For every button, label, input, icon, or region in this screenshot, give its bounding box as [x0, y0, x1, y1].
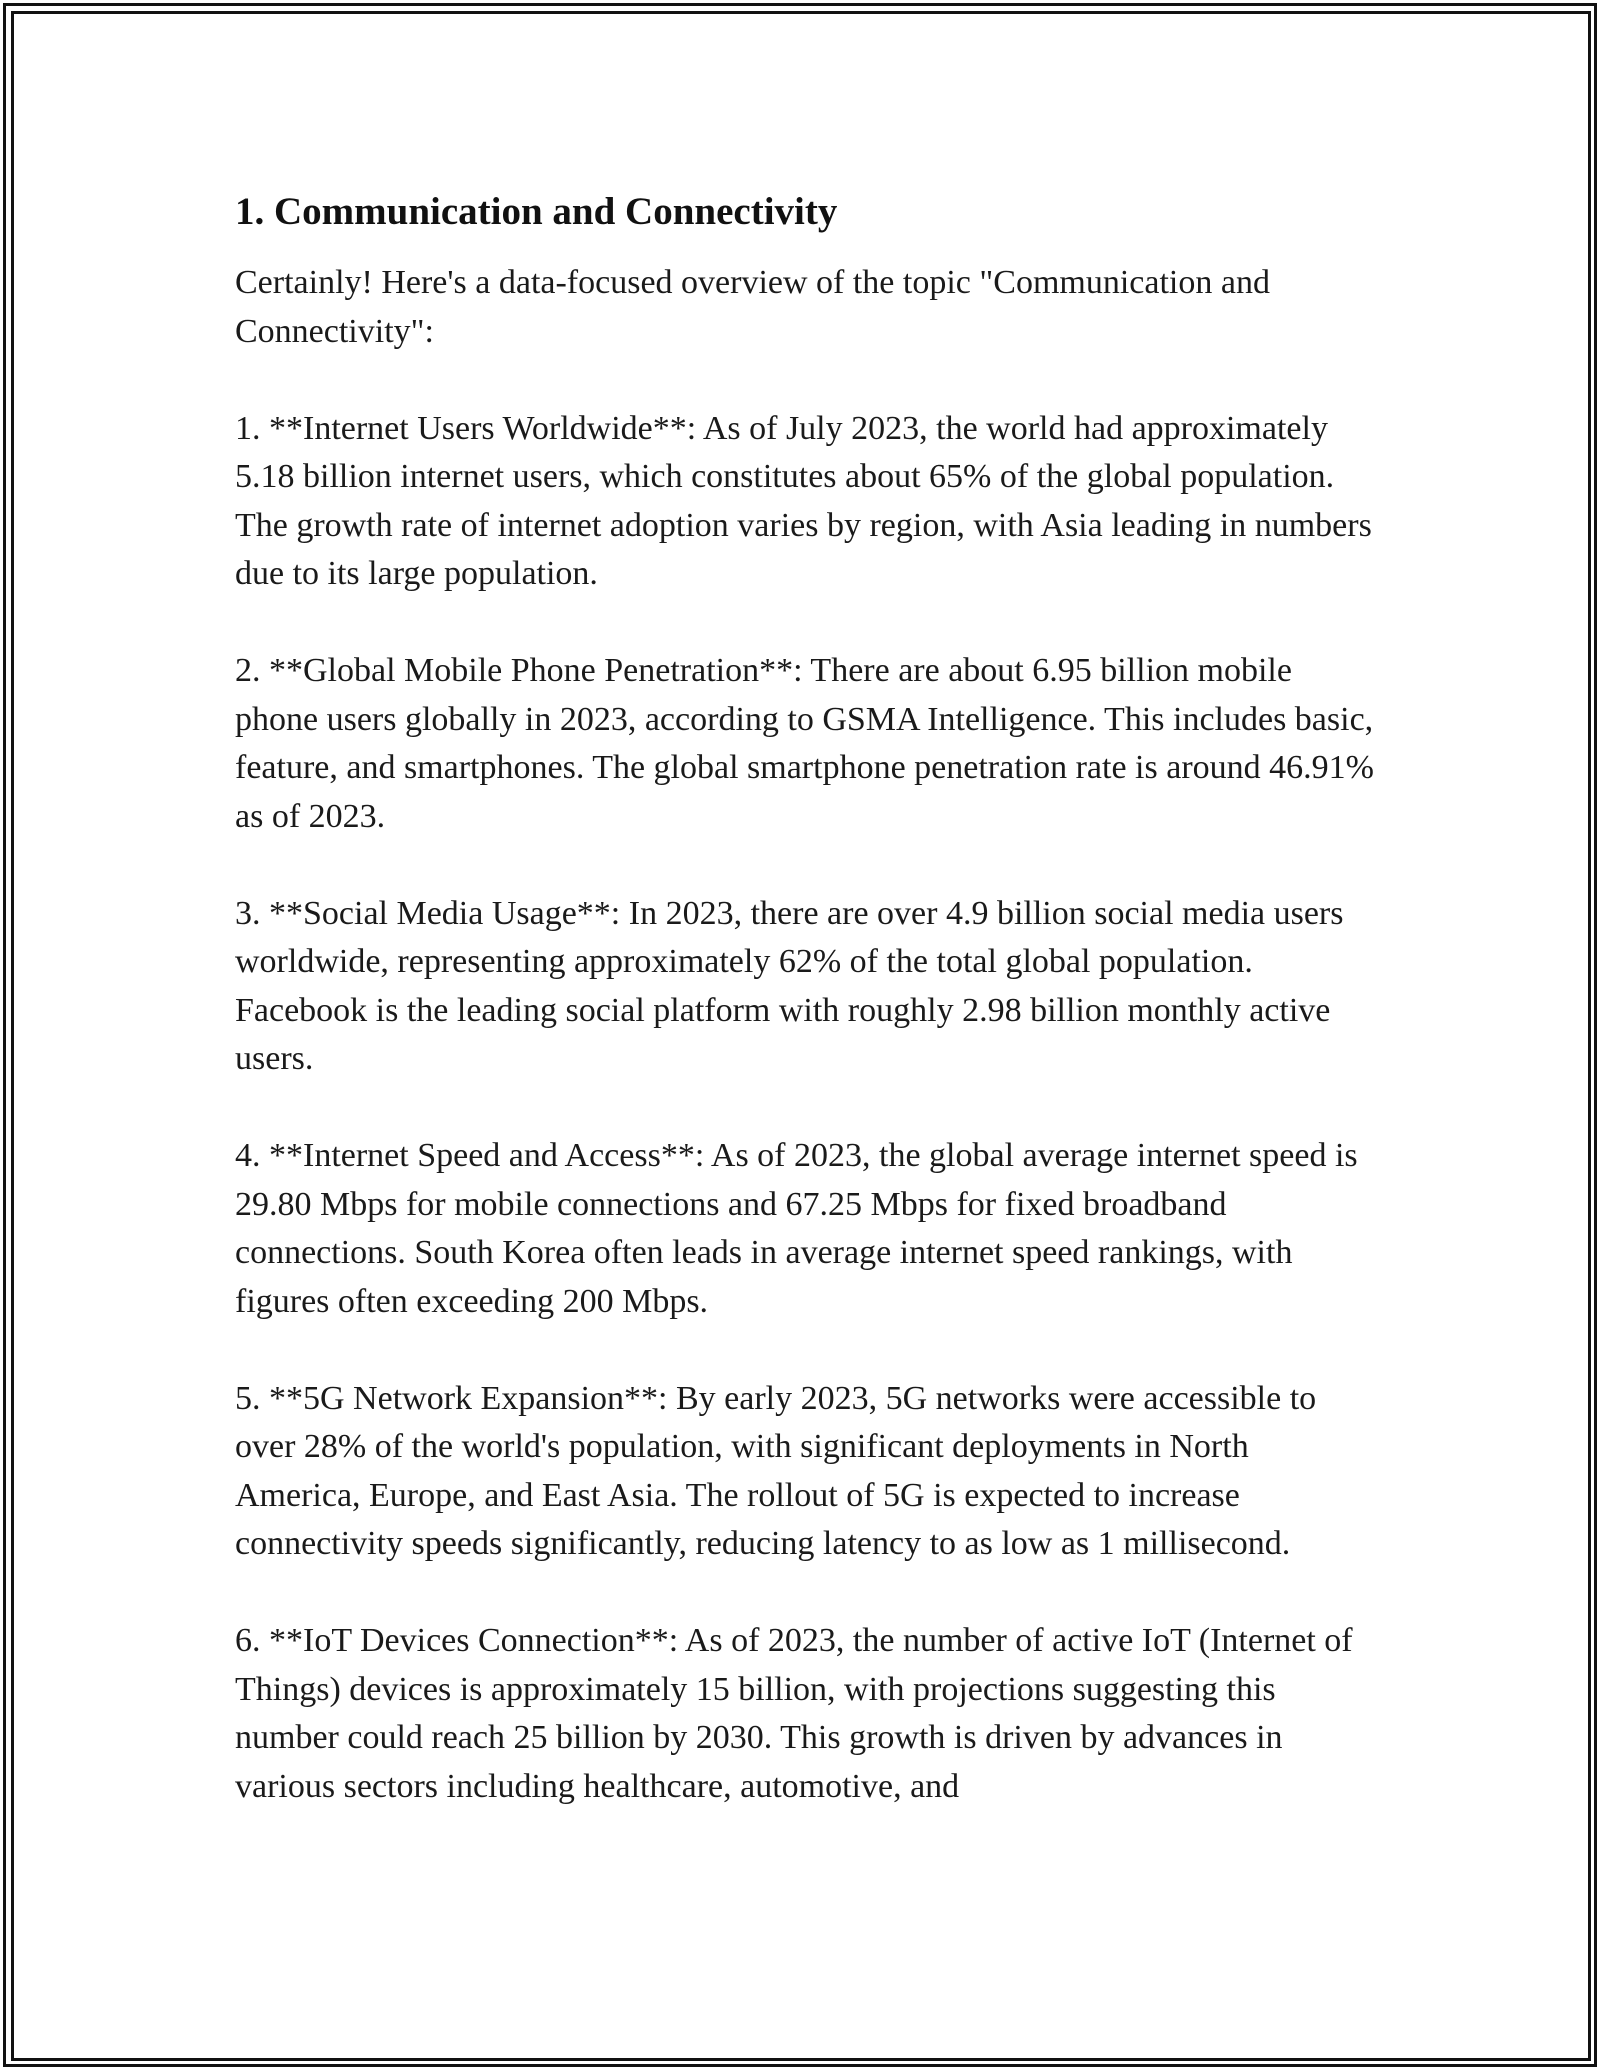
- item-iot-devices: 6. **IoT Devices Connection**: As of 2023, the number of active IoT (Internet of Things) devices is approximately 15 billion, with projections suggesting this number could reach 25 billion by 2030. This growth is driven by advances in various sectors including healthcare, automotive, and: [235, 1622, 1353, 1805]
- item-internet-speed: 4. **Internet Speed and Access**: As of 2023, the global average internet speed is 29.80 Mbps for mobile connections and 67.25 Mbps for fixed broadband connections. South Korea often leads in average internet speed rankings, with figures often exceeding 200 Mbps.: [235, 1137, 1358, 1320]
- section-heading: 1. Communication and Connectivity: [235, 190, 838, 233]
- intro-paragraph: Certainly! Here's a data-focused overview of the topic "Communication and Connectivity":: [235, 264, 1270, 350]
- item-mobile-phone-penetration: 2. **Global Mobile Phone Penetration**: There are about 6.95 billion mobile phone users globally in 2023, according to GSMA Intelligence. This includes basic, feature, and smartphones. The global smartphone penetration rate is around 46.91% as of 2023.: [235, 652, 1374, 835]
- item-social-media-usage: 3. **Social Media Usage**: In 2023, there are over 4.9 billion social media users worldwide, representing approximately 62% of the total global population. Facebook is the leading social platform with roughly 2.98 billion monthly active users.: [235, 894, 1344, 1077]
- item-5g-expansion: 5. **5G Network Expansion**: By early 2023, 5G networks were accessible to over 28% of the world's population, with significant deployments in North America, Europe, and East Asia. The rollout of 5G is expected to increase connectivity speeds significantly, reducing latency to as low as 1 millisecond.: [235, 1379, 1317, 1562]
- item-internet-users: 1. **Internet Users Worldwide**: As of July 2023, the world had approximately 5.18 billion internet users, which constitutes about 65% of the global population. The growth rate of internet adoption varies by region, with Asia leading in numbers due to its large population.: [235, 409, 1372, 592]
- document-body: [235, 186, 1375, 1860]
